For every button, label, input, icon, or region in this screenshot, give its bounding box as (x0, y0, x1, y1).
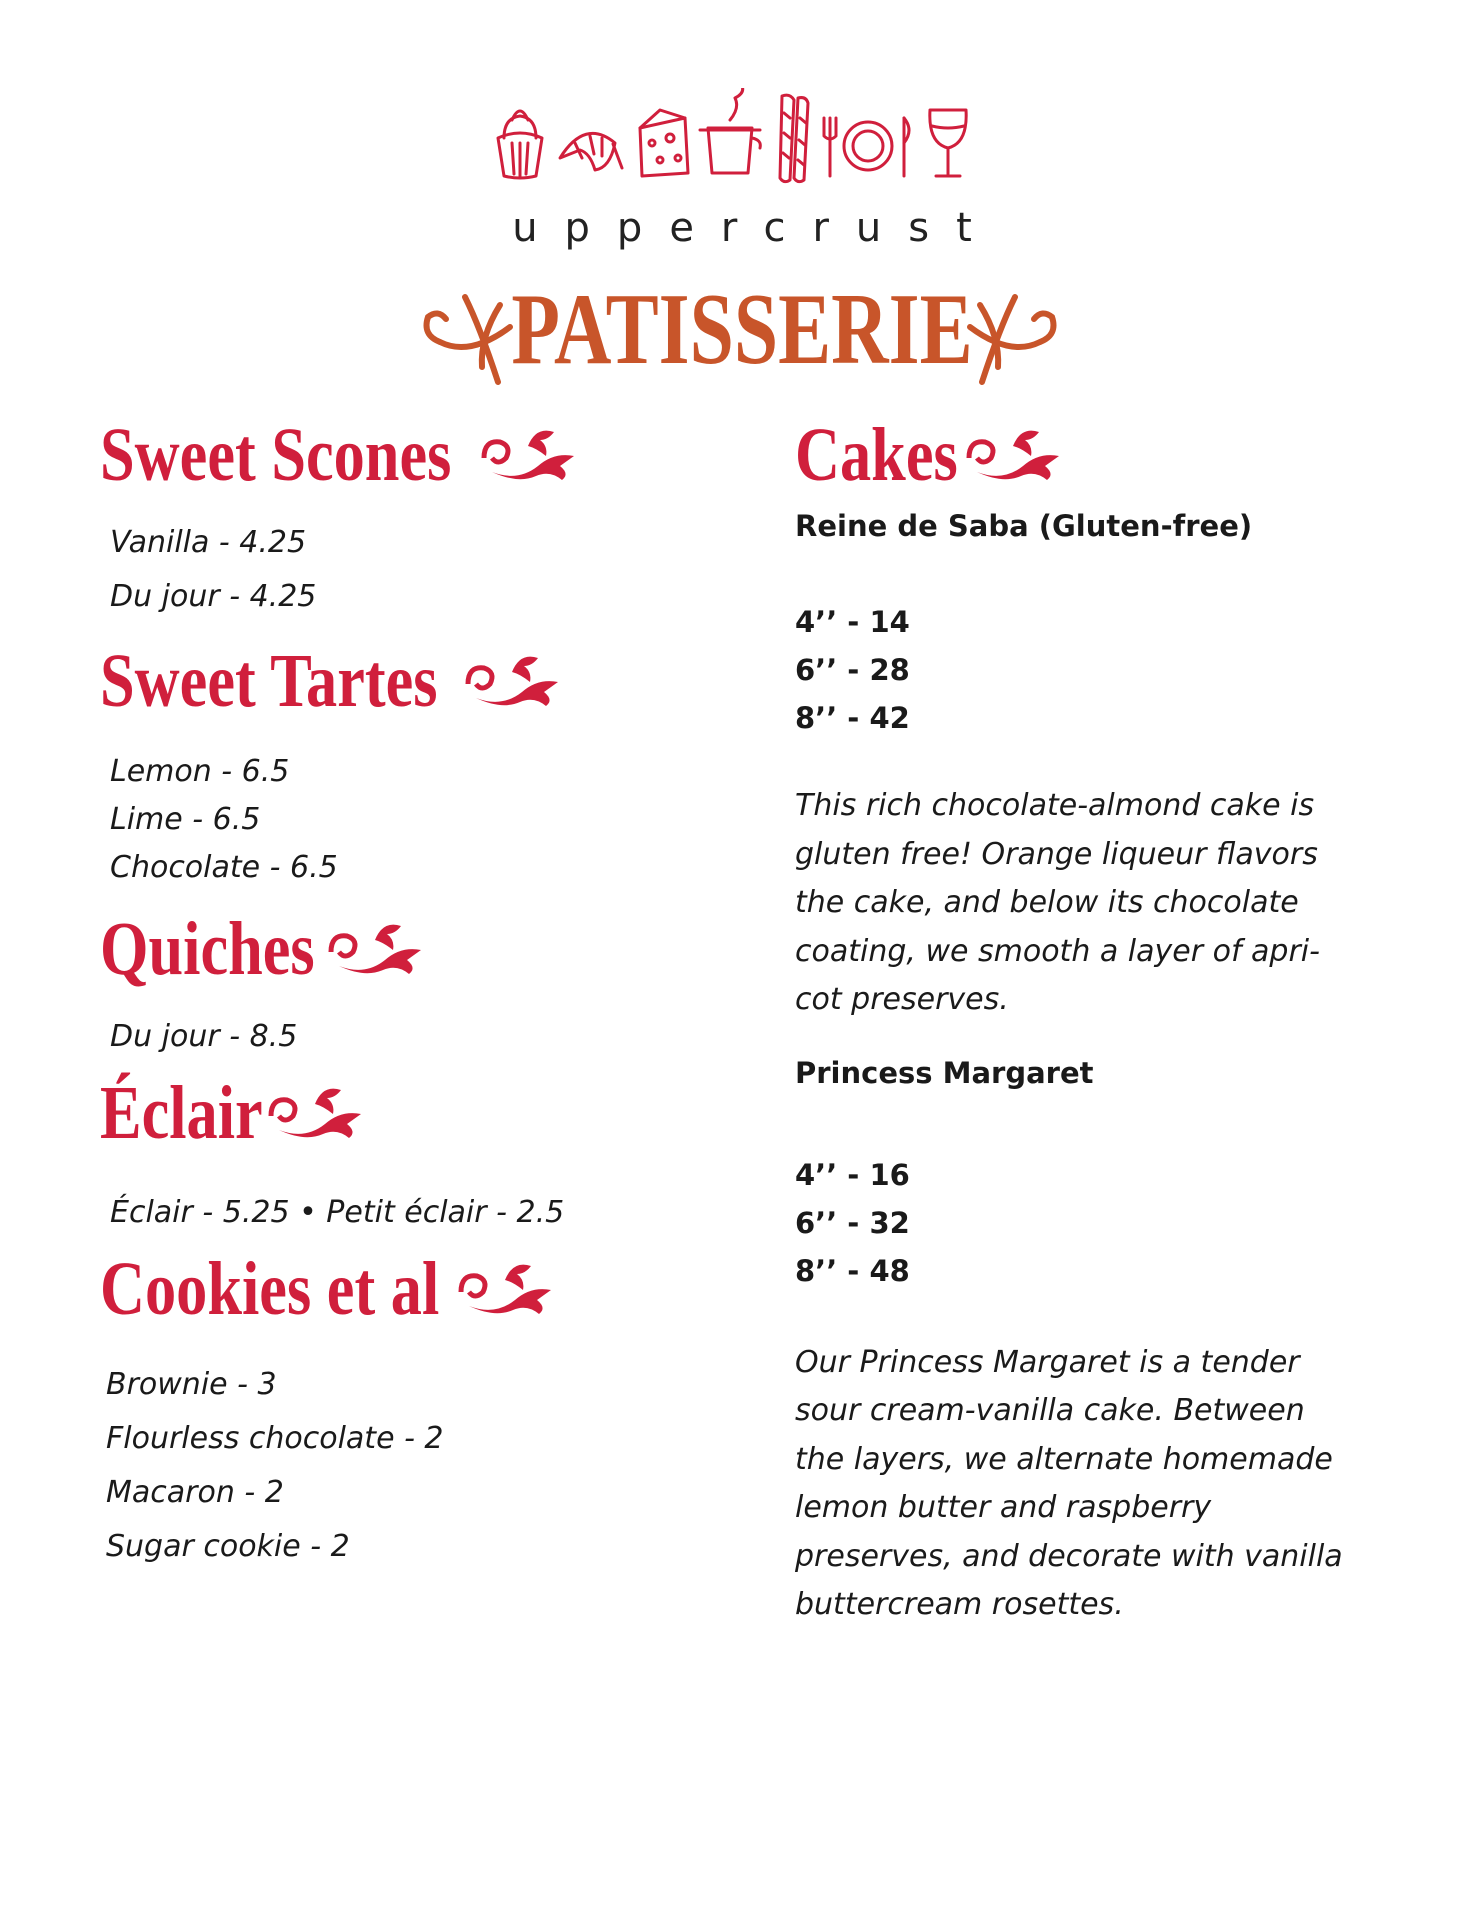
list-item: Sugar cookie - 2 (106, 1529, 350, 1564)
list-item: Brownie - 3 (106, 1367, 277, 1402)
title-row (0, 275, 1484, 395)
description-line: gluten free! Orange liqueur flavors (795, 836, 1318, 872)
brand-name: uppercrust (512, 205, 999, 251)
cake-size-price: 6’’ - 32 (795, 1205, 910, 1240)
section-title: Quiches (100, 907, 315, 991)
description-line: sour cream-vanilla cake. Between (795, 1393, 1305, 1428)
cake-name: Reine de Saba (Gluten-free) (795, 509, 1253, 543)
menu-header (0, 0, 1484, 400)
left-column (100, 410, 720, 1574)
croissant-icon (560, 133, 622, 170)
section-header (100, 1244, 720, 1334)
cheese-icon (640, 110, 688, 176)
description-line: the cake, and below its chocolate (795, 885, 1299, 920)
list-item: Éclair - 5.25 • Petit éclair - 2.5 (110, 1195, 565, 1230)
description-line: preserves, and decorate with vanilla (795, 1538, 1343, 1574)
swirl-ornament-icon (455, 1256, 555, 1318)
cooking-pot-icon (700, 88, 760, 173)
right-column (795, 410, 1395, 1630)
cake-size-price: 8’’ - 42 (795, 701, 910, 735)
description-line: cot preserves. (795, 982, 1009, 1017)
section-title: Sweet Scones (100, 413, 452, 497)
description-line: lemon butter and raspberry (795, 1490, 1212, 1525)
section-title: Cakes (795, 413, 958, 497)
swirl-ornament-icon (462, 648, 562, 710)
plate-setting-icon (824, 118, 909, 176)
cake-name: Princess Margaret (795, 1055, 1094, 1090)
cake-description (795, 1339, 1385, 1630)
cake-description (795, 782, 1385, 1025)
list-item: Vanilla - 4.25 (110, 525, 307, 560)
description-line: This rich chocolate-almond cake is (795, 788, 1315, 823)
food-icons-strip (490, 88, 990, 188)
page-title: PATISSERIE (511, 273, 973, 386)
list-item: Du jour - 8.5 (110, 1019, 298, 1054)
description-line: coating, we smooth a layer of apri- (795, 933, 1320, 969)
cake-size-price: 6’’ - 28 (795, 653, 910, 687)
swirl-ornament-icon (478, 422, 578, 484)
list-item: Macaron - 2 (106, 1475, 284, 1510)
description-line: Our Princess Margaret is a tender (795, 1344, 1300, 1380)
section-header (100, 904, 720, 994)
cupcake-icon (498, 111, 542, 178)
section-title: Cookies et al (100, 1247, 440, 1331)
section-header (795, 410, 1395, 500)
list-item: Chocolate - 6.5 (110, 850, 338, 885)
section-header (100, 410, 720, 500)
list-item: Du jour - 4.25 (110, 579, 317, 614)
section-header (100, 636, 720, 726)
description-line: the layers, we alternate homemade (795, 1441, 1333, 1477)
section-header (100, 1068, 720, 1158)
baguettes-icon (780, 95, 808, 182)
cake-size-price: 4’’ - 14 (795, 605, 910, 639)
list-item: Lime - 6.5 (110, 802, 261, 837)
section-title: Sweet Tartes (100, 639, 438, 723)
list-item: Flourless chocolate - 2 (106, 1421, 444, 1456)
swirl-ornament-icon (265, 1080, 365, 1142)
list-item: Lemon - 6.5 (110, 754, 290, 789)
cake-size-price: 8’’ - 48 (795, 1253, 910, 1288)
cake-size-price: 4’’ - 16 (795, 1157, 910, 1192)
section-title: Éclair (100, 1071, 263, 1155)
swirl-ornament-icon (963, 422, 1063, 484)
swirl-ornament-icon (325, 916, 425, 978)
right-flourish-icon (960, 287, 1060, 387)
description-line: buttercream rosettes. (795, 1587, 1124, 1622)
wine-glass-icon (930, 110, 966, 176)
